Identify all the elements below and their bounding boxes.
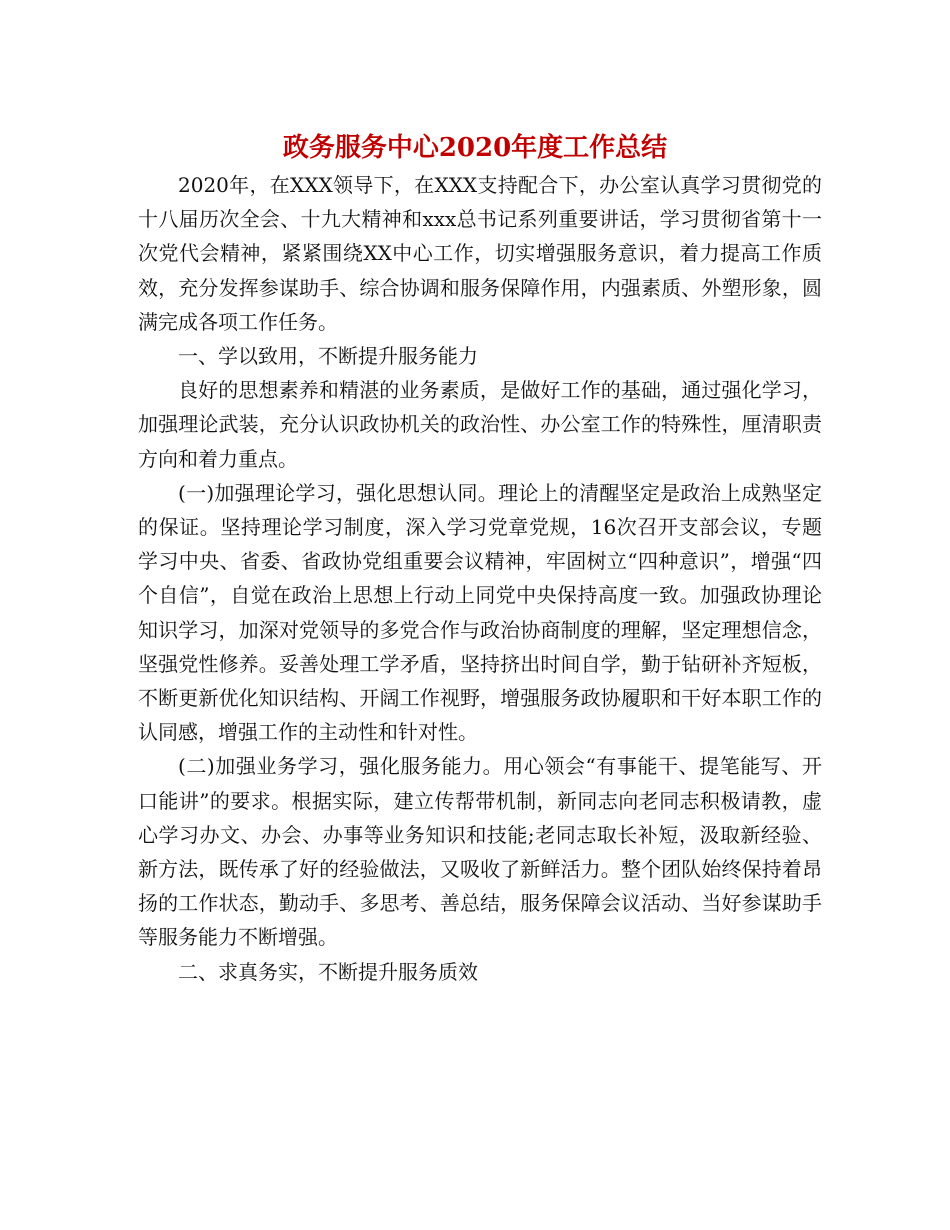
paragraph-section-1-intro: 良好的思想素养和精湛的业务素质，是做好工作的基础，通过强化学习，加强理论武装，充分认识政协机关的政治性、办公室工作的特殊性，厘清职责方向和着力重点。 [138, 378, 822, 471]
paragraph-business-study: (二)加强业务学习，强化服务能力。用心领会“有事能干、提笔能写、开口能讲”的要求。根据实际，建立传帮带机制，新同志向老同志积极请教，虚心学习办文、办会、办事等业务知识和技能;老同志取长补短，汲取新经验、新方法，既传承了好的经验做法，又吸收了新鲜活力。整个团队始终保持着昂扬的工作状态，勤动手、多思考、善总结，服务保障会议活动、当好参谋助手等服务能力不断增强。 [138, 754, 822, 950]
paragraph-theory-study: (一)加强理论学习，强化思想认同。理论上的清醒坚定是政治上成熟坚定的保证。坚持理论学习制度，深入学习党章党规，16次召开支部会议，专题学习中央、省委、省政协党组重要会议精神，牢固树立“四种意识”，增强“四个自信”，自觉在政治上思想上行动上同党中央保持高度一致。加强政协理论知识学习，加深对党领导的多党合作与政治协商制度的理解，坚定理想信念，坚强党性修养。妥善处理工学矛盾，坚持挤出时间自学，勤于钻研补齐短板，不断更新优化知识结构、开阔工作视野，增强服务政协履职和干好本职工作的认同感，增强工作的主动性和针对性。 [138, 480, 822, 745]
document-body [138, 168, 822, 989]
section-heading-2: 二、求真务实，不断提升服务质效 [178, 959, 478, 984]
paragraph-intro: 2020年，在XXX领导下，在XXX支持配合下，办公室认真学习贯彻党的十八届历次全会、十九大精神和xxx总书记系列重要讲话，学习贯彻省第十一次党代会精神，紧紧围绕XX中心工作，切实增强服务意识，着力提高工作质效，充分发挥参谋助手、综合协调和服务保障作用，内强素质、外塑形象，圆满完成各项工作任务。 [138, 173, 822, 334]
document-title: 政务服务中心2020年度工作总结 [282, 133, 668, 163]
section-heading-1: 一、学以致用，不断提升服务能力 [178, 344, 478, 369]
